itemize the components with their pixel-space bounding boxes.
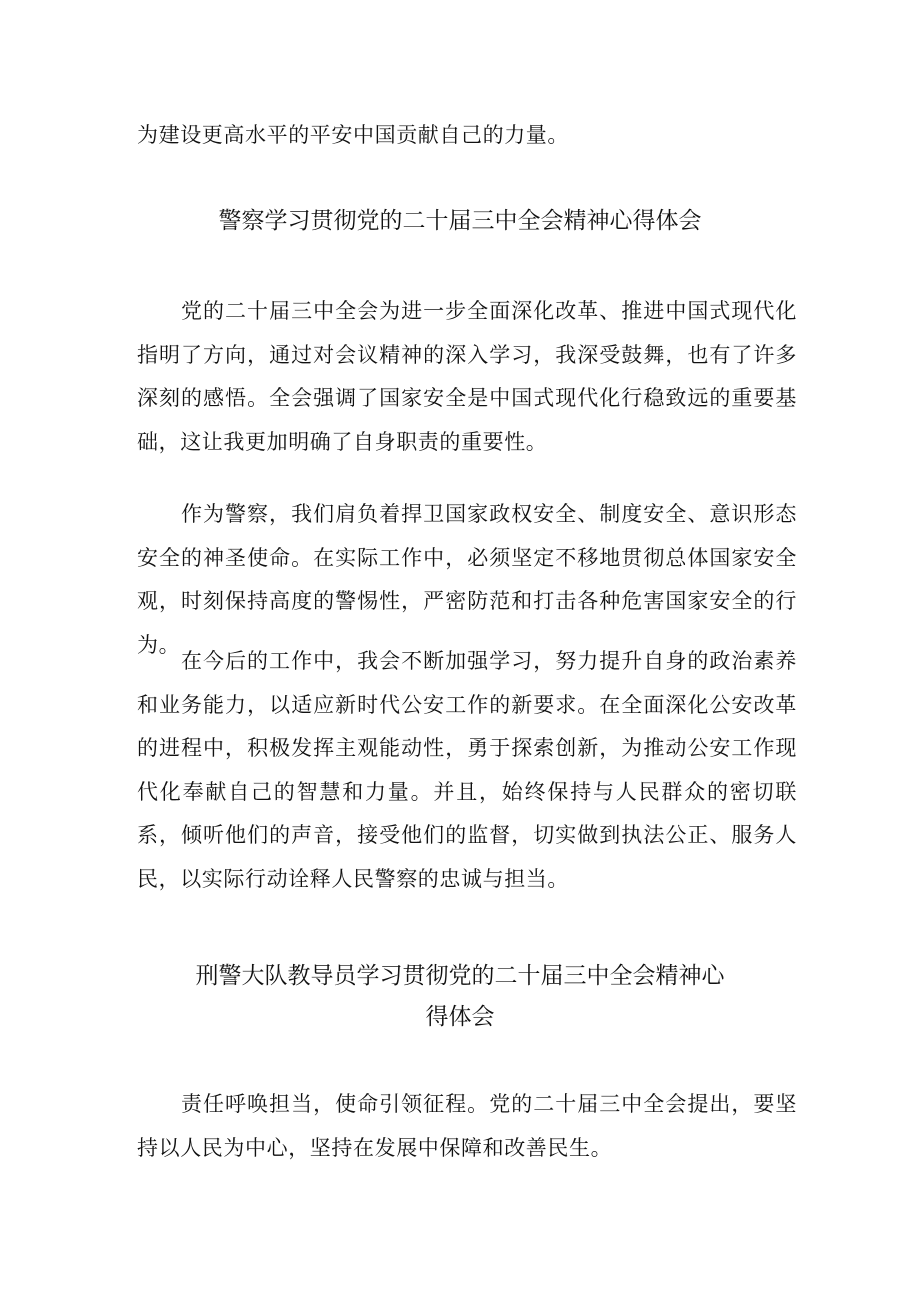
section2-title-line2: 得体会 — [425, 1004, 495, 1030]
intro-paragraph-tail: 为建设更高水平的平安中国贡献自己的力量。 — [137, 123, 569, 147]
section2-paragraph-1: 责任呼唤担当，使命引领征程。党的二十届三中全会提出，要坚持以人民为中心，坚持在发展中保障和改善民生。 — [137, 1092, 797, 1160]
section1-paragraph-1: 党的二十届三中全会为进一步全面深化改革、推进中国式现代化指明了方向，通过对会议精神的深入学习，我深受鼓舞，也有了许多深刻的感悟。全会强调了国家安全是中国式现代化行稳致远的重要基础，这让我更加明确了自身职责的重要性。 — [137, 299, 797, 454]
section1-paragraph-2: 作为警察，我们肩负着捍卫国家政权安全、制度安全、意识形态安全的神圣使命。在实际工作中，必须坚定不移地贯彻总体国家安全观，时刻保持高度的警惕性，严密防范和打击各种危害国家安全的行为。 — [137, 502, 797, 657]
section1-title: 警察学习贯彻党的二十届三中全会精神心得体会 — [218, 208, 702, 234]
section2-title-line1: 刑警大队教导员学习贯彻党的二十届三中全会精神心 — [195, 963, 725, 989]
section1-paragraph-3: 在今后的工作中，我会不断加强学习，努力提升自身的政治素养和业务能力，以适应新时代公安工作的新要求。在全面深化公安改革的进程中，积极发挥主观能动性，勇于探索创新，为推动公安工作现代化奉献自己的智慧和力量。并且，始终保持与人民群众的密切联系，倾听他们的声音，接受他们的监督，切实做到执法公正、服务人民，以实际行动诠释人民警察的忠诚与担当。 — [137, 649, 797, 891]
section2-title — [130, 956, 790, 1038]
